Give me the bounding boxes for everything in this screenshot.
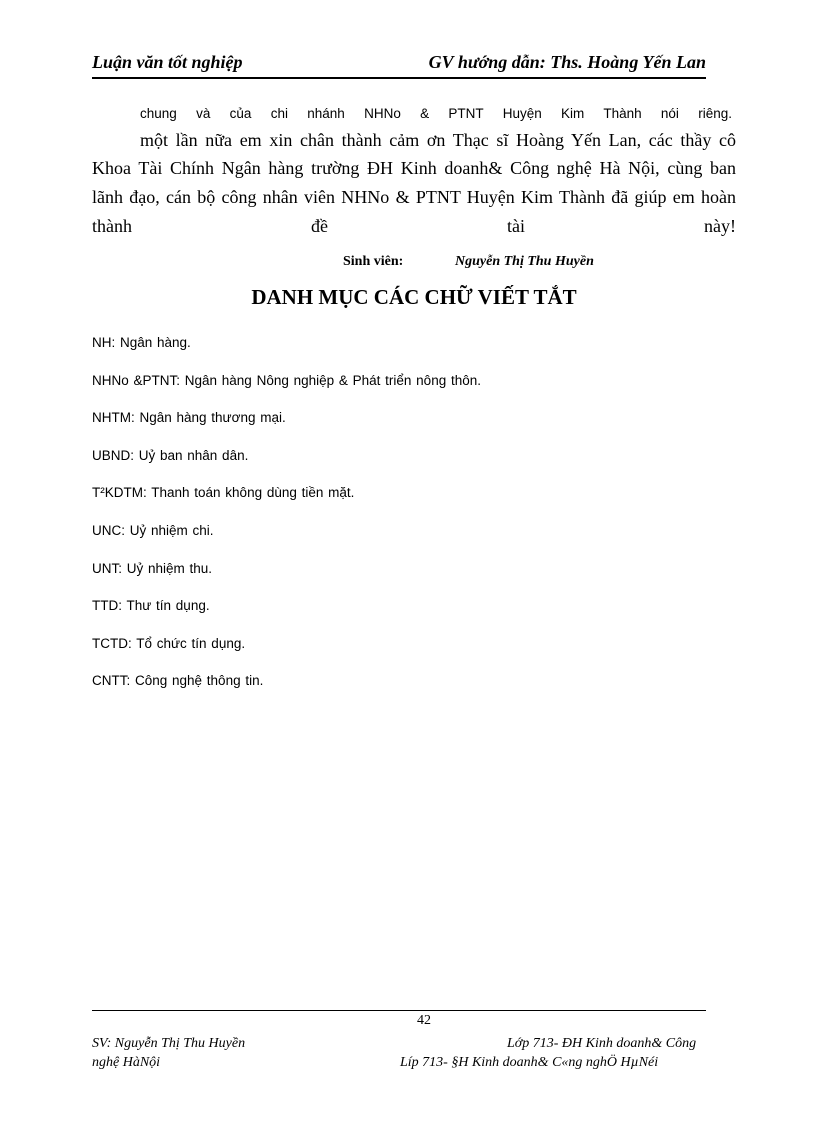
- section-title: DANH MỤC CÁC CHỮ VIẾT TẮT: [251, 285, 577, 309]
- header-divider: [92, 77, 706, 79]
- footer-divider: [92, 1010, 706, 1011]
- body-line-4: lãnh đạo, cán bộ công nhân viên NHNo & PTNT Huyện Kim Thành đã giúp em hoàn: [92, 187, 736, 207]
- abbreviation-item: CNTT: Công nghệ thông tin.: [92, 673, 264, 689]
- body-line-1: chung và của chi nhánh NHNo & PTNT Huyện Kim Thành nói riêng.: [140, 106, 732, 121]
- header-advisor: GV hướng dẫn: Ths. Hoàng Yến Lan: [428, 52, 706, 72]
- abbreviation-item: TTD: Thư tín dụng.: [92, 598, 210, 614]
- body-line-2: một lần nữa em xin chân thành cảm ơn Thạc sĩ Hoàng Yến Lan, các thầy cô: [140, 130, 736, 150]
- signature-label: Sinh viên:: [343, 254, 404, 269]
- abbreviation-item: T²KDTM: Thanh toán không dùng tiền mặt.: [92, 485, 355, 501]
- abbreviation-item: NH: Ngân hàng.: [92, 335, 191, 350]
- abbreviation-list: [92, 334, 481, 710]
- body-line-5: thành đề tài này!: [92, 216, 736, 236]
- abbreviation-item: TCTD: Tổ chức tín dụng.: [92, 635, 246, 651]
- body-line-3: Khoa Tài Chính Ngân hàng trường ĐH Kinh doanh& Công nghệ Hà Nội, cùng ban: [92, 158, 736, 178]
- abbreviation-item: UNC: Uỷ nhiệm chi.: [92, 522, 214, 538]
- signature-name: Nguyễn Thị Thu Huyền: [455, 254, 594, 269]
- footer-student: SV: Nguyễn Thị Thu Huyền: [92, 1036, 246, 1051]
- footer-student-cont: nghệ HàNội: [92, 1055, 161, 1070]
- abbreviation-item: NHTM: Ngân hàng thương mại.: [92, 410, 286, 426]
- abbreviation-item: NHNo &PTNT: Ngân hàng Nông nghiệp & Phát triển nông thôn.: [92, 372, 481, 388]
- header-thesis-title: Luận văn tốt nghiệp: [92, 52, 243, 72]
- footer-class-legacy: Líp 713- §H Kinh doanh& C«ng nghÖ HµNéi: [400, 1055, 659, 1070]
- page-number: 42: [417, 1013, 431, 1028]
- abbreviation-item: UBND: Uỷ ban nhân dân.: [92, 447, 249, 463]
- footer-class: Lớp 713- ĐH Kinh doanh& Công: [507, 1036, 697, 1051]
- page-header: [92, 52, 706, 76]
- abbreviation-item: UNT: Uỷ nhiệm thu.: [92, 560, 213, 576]
